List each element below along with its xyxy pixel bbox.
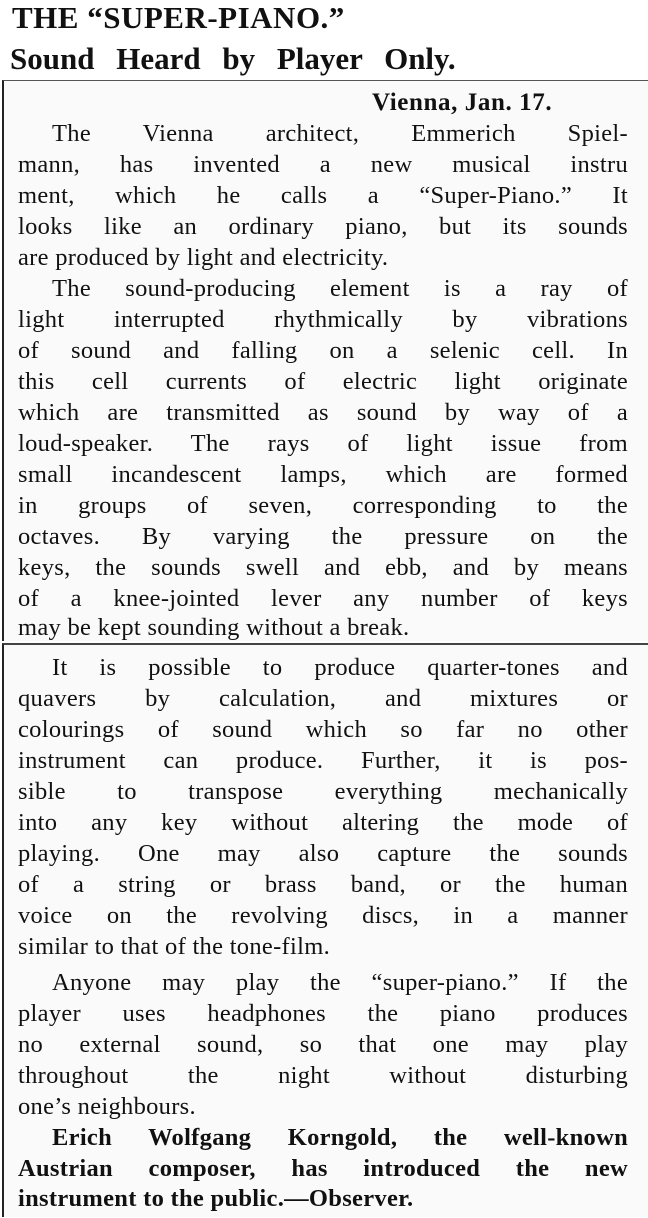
dateline: Vienna, Jan. 17. xyxy=(372,89,553,116)
paragraph3-line: of a string or brass band, or the human xyxy=(18,871,628,898)
paragraph1-line: mann, has invented a new musical instru xyxy=(18,151,628,178)
paragraph2-line: The sound-producing element is a ray of xyxy=(52,275,628,302)
paragraph2-line: may be kept sounding without a break. xyxy=(18,614,410,641)
paragraph5-line: instrument to the public.—Observer. xyxy=(18,1185,414,1212)
headline: THE “SUPER-PIANO.” xyxy=(12,0,345,35)
paragraph3-line: voice on the revolving discs, in a manner xyxy=(18,902,628,929)
paragraph3-line: sible to transpose everything mechanically xyxy=(18,778,628,805)
paragraph5-line: Erich Wolfgang Korngold, the well-known xyxy=(52,1124,628,1151)
paragraph4-line: no external sound, so that one may play xyxy=(18,1031,628,1058)
paragraph4-line: player uses headphones the piano produces xyxy=(18,1000,628,1027)
subheadline: Sound Heard by Player Only. xyxy=(10,41,456,76)
paragraph2-line: octaves. By varying the pressure on the xyxy=(18,523,628,550)
paragraph3-line: similar to that of the tone-film. xyxy=(18,933,330,960)
paragraph3-line: quavers by calculation, and mixtures or xyxy=(18,685,628,712)
paragraph2-line: loud-speaker. The rays of light issue from xyxy=(18,430,628,457)
paragraph1-line: The Vienna architect, Emmerich Spiel- xyxy=(52,120,628,147)
paragraph2-line: keys, the sounds swell and ebb, and by means xyxy=(18,554,628,581)
paragraph5-line: Austrian composer, has introduced the new xyxy=(18,1155,628,1182)
paragraph1-line: ment, which he calls a “Super-Piano.” It xyxy=(18,182,628,209)
paragraph2-line: in groups of seven, corresponding to the xyxy=(18,492,628,519)
paragraph1-line: looks like an ordinary piano, but its sounds xyxy=(18,213,628,240)
paragraph3-line: It is possible to produce quarter-tones and xyxy=(52,654,628,681)
paragraph3-line: instrument can produce. Further, it is pos- xyxy=(18,747,628,774)
paragraph2-line: light interrupted rhythmically by vibrations xyxy=(18,306,628,333)
paragraph2-line: of sound and falling on a selenic cell. In xyxy=(18,337,628,364)
paragraph3-line: into any key without altering the mode of xyxy=(18,809,628,836)
paragraph3-line: playing. One may also capture the sounds xyxy=(18,840,628,867)
paragraph3-line: colourings of sound which so far no other xyxy=(18,716,628,743)
paragraph2-line: of a knee-jointed lever any number of keys xyxy=(18,585,628,612)
paragraph2-line: which are transmitted as sound by way of a xyxy=(18,399,628,426)
paragraph2-line: this cell currents of electric light originate xyxy=(18,368,628,395)
paragraph4-line: Anyone may play the “super-piano.” If the xyxy=(52,969,628,996)
paragraph4-line: one’s neighbours. xyxy=(18,1093,196,1120)
paragraph2-line: small incandescent lamps, which are formed xyxy=(18,461,628,488)
paragraph1-line: are produced by light and electricity. xyxy=(18,244,389,271)
paragraph4-line: throughout the night without disturbing xyxy=(18,1062,628,1089)
